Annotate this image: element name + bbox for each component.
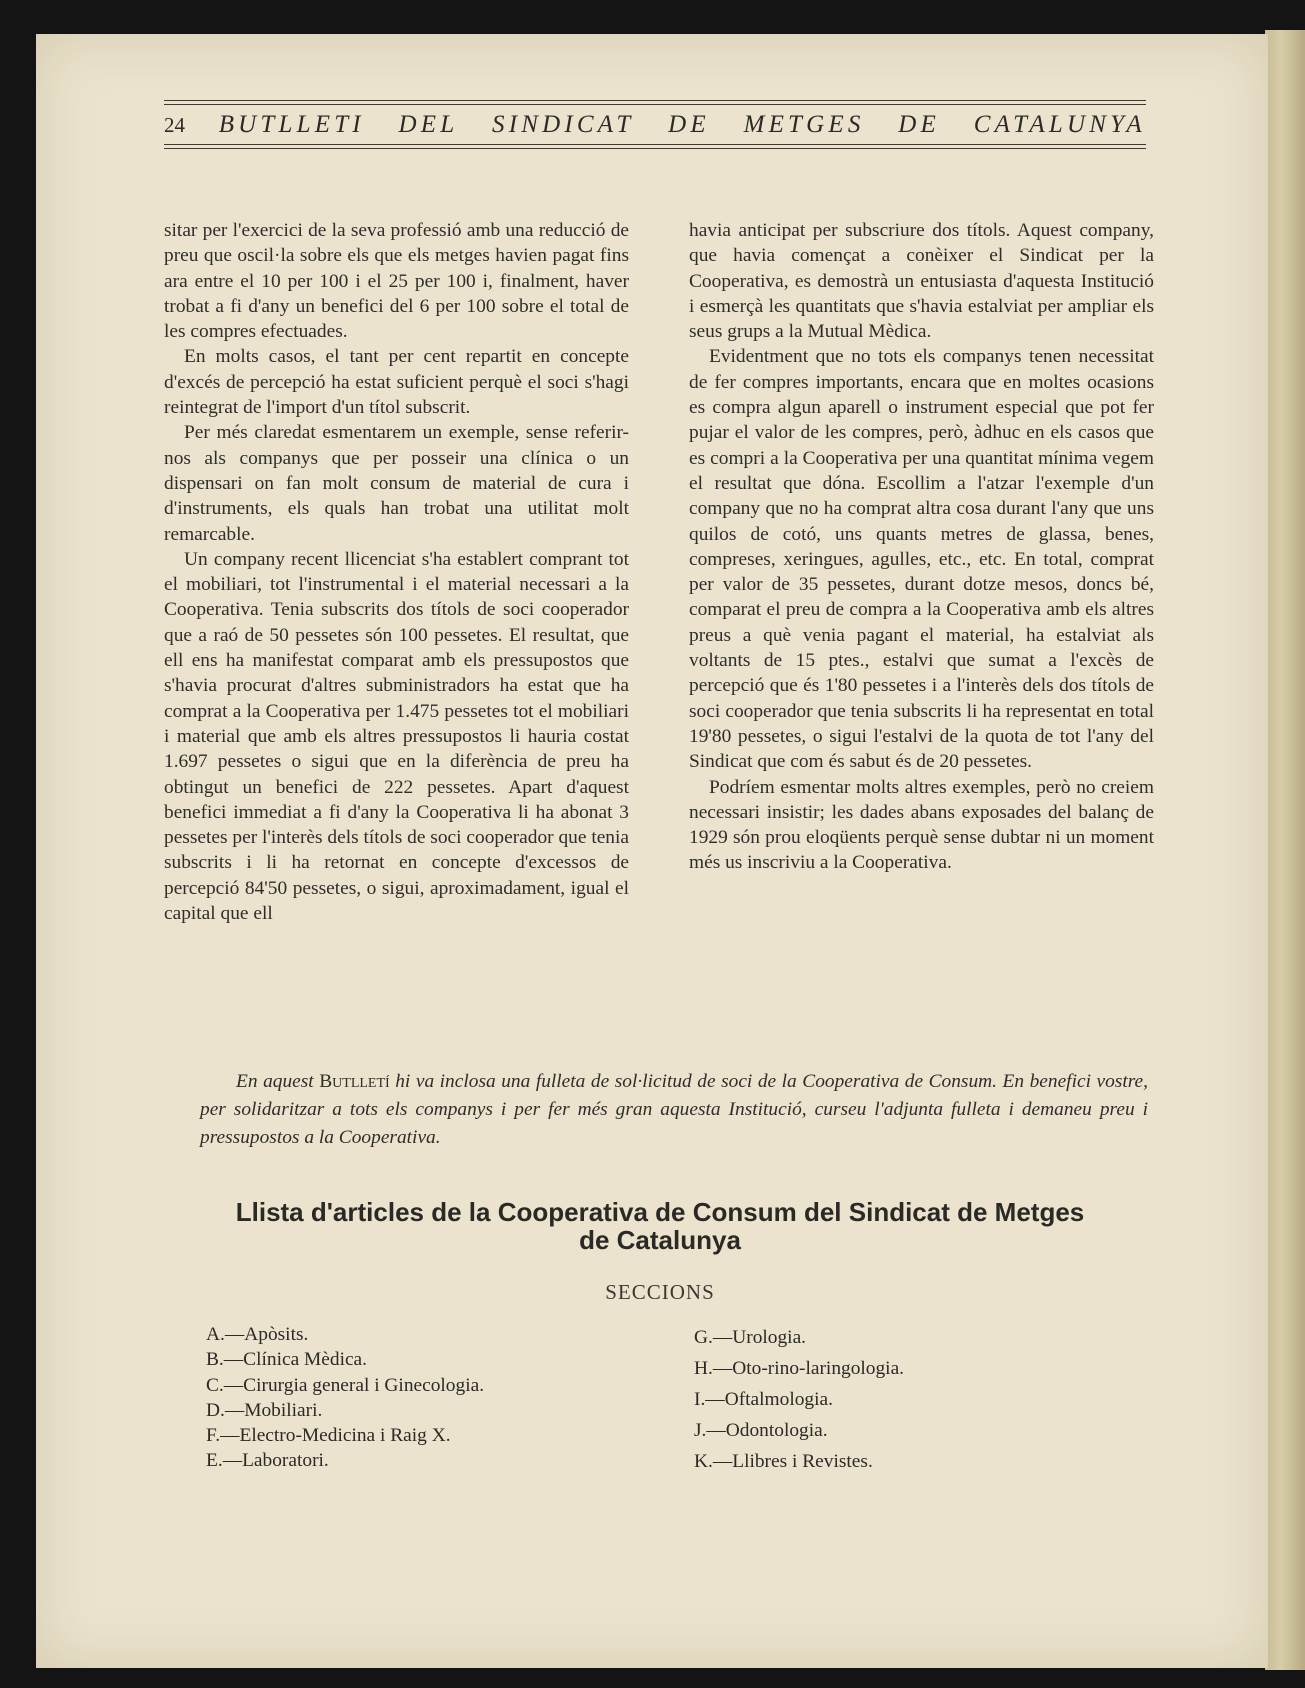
running-header xyxy=(164,100,1146,149)
right-column xyxy=(689,218,1154,926)
section-item: B.—Clínica Mèdica. xyxy=(206,1349,368,1371)
section-item: F.—Electro-Medicina i Raig X. xyxy=(206,1425,451,1447)
section-item: C.—Cirurgia general i Ginecologia. xyxy=(206,1374,485,1396)
list-title-line: Llista d'articles de la Cooperativa de Consum del Sindicat de Metges xyxy=(235,1197,1085,1227)
header-title-word: METGES xyxy=(743,111,865,138)
paragraph: En molts casos, el tant per cent repartit en concepte d'excés de percepció ha estat suficient perquè el soci s'hagi reintegrat de l'import d'un títol subscrit. xyxy=(164,346,629,419)
section-item: G.—Urologia. xyxy=(694,1327,807,1348)
paragraph: Evidentment que no tots els companys tenen necessitat de fer compres importants, encara que en moltes ocasions es compra algun aparell o instrument especial que pot fer pujar el valor de les compres, però, àdhuc en els casos que es compri a la Cooperativa per una quantitat mínima vegem el resultat que dóna. Escollim a l'atzar l'exemple d'un company que no ha comprat altra cosa durant l'any que uns quilos de cotó, uns quants metres de glassa, benes, compreses, xeringues, agulles, etc., etc. En total, comprat per valor de 35 pessetes, durant dotze mesos, doncs bé, comparat el preu de compra a la Cooperativa amb els altres preus a què venia pagant el material, ha estalviat als voltants de 15 ptes., estalvi que sumat a l'excès de percepció que és 1'80 pessetes i a l'interès dels dos títols de soci cooperador que tenia subscrits li ha representat en total 19'80 pessetes, o sigui l'estalvi de la quota de tot l'any del Sindicat que com és sabut és de 20 pessetes. xyxy=(689,346,1154,773)
paragraph: Podríem esmentar molts altres exemples, però no creiem necessari insistir; les dades abans exposades del balanç de 1929 són prou eloqüents perquè sense dubtar ni un moment més us inscriviu a la Cooperativa. xyxy=(689,776,1154,874)
notice-lead: En aquest xyxy=(236,1071,314,1092)
section-item: I.—Oftalmologia. xyxy=(694,1389,833,1410)
page-number: 24 xyxy=(164,113,185,137)
sections-list-left xyxy=(206,1322,484,1474)
notice-body: hi va inclosa una fulleta de sol·licitud de soci de la Cooperativa de Consum. En benefici vostre, per solidaritzar a tots els companys i per fer més gran aquesta Institució, curseu l'adjunta fulleta i demaneu preu i pressupostos a la Cooperativa. xyxy=(200,1071,1148,1148)
article-columns xyxy=(164,218,1154,926)
header-title-word: CATALUNYA xyxy=(973,111,1146,138)
sections-list-right xyxy=(694,1322,904,1477)
section-item: H.—Oto-rino-laringologia. xyxy=(694,1358,905,1379)
section-item: A.—Apòsits. xyxy=(206,1324,309,1345)
header-line xyxy=(164,105,1146,144)
paragraph: Un company recent llicenciat s'ha establert comprant tot el mobiliari, tot l'instrumental i el material necessari a la Cooperativa. Tenia subscrits dos títols de soci cooperador que a raó de 50 pessetes són 100 pessetes. El resultat, que ell ens ha manifestat comparat amb els pressupostos que s'havia procurat d'altres subministradors ha estat que ha comprat a la Cooperativa per 1.475 pessetes tot el mobiliari i material que amb els altres pressupostos li hauria costat 1.697 pessetes o sigui que en la diferència de preu ha obtingut un benefici de 222 pessetes. Apart d'aquest benefici immediat a fi d'any la Cooperativa li ha abonat 3 pessetes per l'interès dels títols de soci cooperador que tenia subscrits i li ha retornat en concepte d'excessos de percepció 84'50 pessetes, o sigui, aproximadament, igual el capital que ell xyxy=(164,548,629,925)
paragraph: sitar per l'exercici de la seva professió amb una reducció de preu que oscil·la sobre els que els metges havien pagat fins ara entre el 10 per 100 i el 25 per 100 i, finalment, haver trobat a fi d'any un benefici del 6 per 100 sobre el total de les compres efectuades. xyxy=(164,220,629,343)
header-bottom-rule-2 xyxy=(164,148,1146,149)
section-item: D.—Mobiliari. xyxy=(206,1399,323,1421)
insert-notice xyxy=(200,1068,1148,1152)
header-title-word: DE xyxy=(898,111,941,138)
list-title-line: de Catalunya xyxy=(579,1225,741,1255)
paragraph: Per més claredat esmentarem un exemple, sense referir-nos als companys que per posseir una clínica o un dispensari on fan molt consum de material de cura i d'instruments, els quals han trobat una utilitat molt remarcable. xyxy=(164,422,629,545)
section-item: K.—Llibres i Revistes. xyxy=(694,1451,873,1472)
scan-page-edge xyxy=(1265,30,1305,1670)
section-item: E.—Laboratori. xyxy=(206,1450,329,1472)
header-top-rule xyxy=(164,100,1146,101)
header-bottom-rule xyxy=(164,144,1146,145)
header-title-word: DEL xyxy=(398,111,459,138)
header-title-word: DE xyxy=(668,111,710,138)
section-item: J.—Odontologia. xyxy=(694,1420,828,1441)
left-column xyxy=(164,218,629,926)
paragraph: havia anticipat per subscriure dos títols. Aquest company, que havia començat a conèixer el Sindicat per la Cooperativa, es demostrà un entusiasta d'aquesta Institució i esmerçà les quantitats que s'havia estalviat per ampliar els seus grups a la Mutual Mèdica. xyxy=(689,220,1154,343)
header-title-word: BUTLLETI xyxy=(218,111,365,138)
sections-heading: SECCIONS xyxy=(605,1280,715,1304)
header-title-word: SINDICAT xyxy=(492,111,635,138)
notice-publication: Butlletí xyxy=(319,1071,390,1092)
list-title xyxy=(180,1198,1140,1254)
